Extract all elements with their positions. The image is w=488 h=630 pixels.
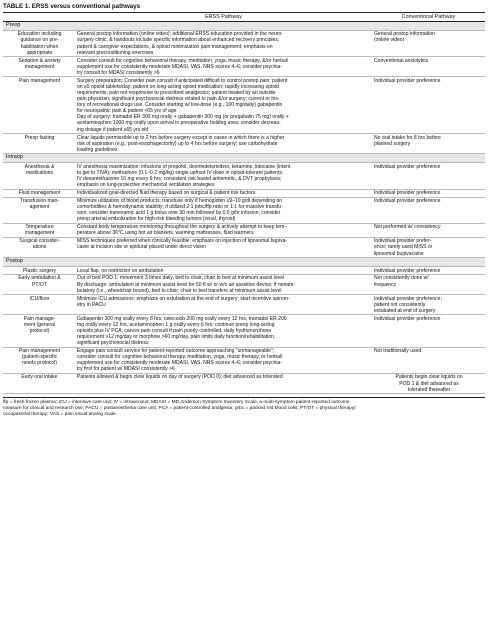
text-line: Sedation & anxiety (18, 57, 61, 64)
text-line: needs protocol) (22, 360, 57, 367)
text-line: bulatory (i.e., wheelchair bound), bed to chair, chair to bed transfers at minimum assist level (77, 287, 282, 294)
row-label (3, 224, 75, 236)
conventional-cell (372, 316, 485, 346)
text-line: Preop fasting (24, 134, 55, 141)
conventional-cell (372, 374, 485, 392)
erss-cell (75, 198, 372, 222)
text-line: surgery clinic, & handouts include specific information about enhanced recovery principles, (77, 37, 280, 44)
table-row (3, 315, 485, 347)
text-line: Surgical consider- (19, 238, 60, 245)
text-line: protocol) (29, 328, 50, 335)
row-label (3, 164, 75, 188)
conventional-cell (372, 198, 485, 222)
text-line: Patients allowed & begin clear liquids on day of surgery (POD 0); diet advanced as tolerated (77, 374, 283, 381)
text-line: Individual provider preference (374, 77, 441, 84)
text-line: Constant body temperature monitoring throughout the surgery & actively attempt to keep tem- (77, 224, 286, 231)
erss-cell (75, 268, 372, 274)
text-line: Consider consult for cognitive behavioral therapy, meditation, yoga, music therapy, &/or herbal/ (77, 57, 289, 64)
text-line: patient & caregiver expectations, & opioid minimization pain management; emphasis on (77, 43, 273, 50)
text-line: Engage pain consult service for patient-reported outcome approaching "unmanageable"; (77, 348, 275, 355)
text-line: perature above 36°C using hot air blankets, warming mattresses, fluid warmers (77, 230, 254, 237)
erss-cell (75, 31, 372, 55)
text-line: ence; rarely used MISS or (374, 244, 433, 251)
erss-cell (75, 190, 372, 196)
table-row (3, 163, 485, 189)
conventional-cell (372, 275, 485, 293)
text-line: opioids plus IV PCA; cancer pain consult if pain poorly controlled, daily hydromorphone (77, 328, 272, 335)
text-line: for neuropathic pain & patient <65 yrs of age (77, 108, 177, 115)
text-line: Individual provider preference (374, 315, 441, 322)
text-line: General postop information (374, 31, 435, 38)
text-line: Out of bed POD 1; movement 3 times daily, bed to chair, chair to bed at minimum assist level (77, 275, 285, 282)
table-row (3, 198, 485, 224)
text-line: Conventional anxiolytics (374, 57, 429, 64)
row-label (3, 268, 75, 274)
conventional-cell (372, 190, 485, 196)
text-line: (online video) (374, 37, 405, 44)
conventional-cell (372, 348, 485, 372)
text-line: IV dexamethasone 10 mg every 6 hrs; consistent risk-based antiemetic, & DVT prophylaxis; (77, 175, 282, 182)
row-label (3, 316, 75, 346)
text-line: PT/OT (32, 281, 47, 288)
text-line: Not performed w/ consistency (374, 224, 441, 231)
section-header-intraop: Intraop (3, 154, 485, 163)
text-line: Patients begin clear liquids on (395, 374, 463, 381)
conventional-cell (372, 296, 485, 314)
text-line: guidance on pre- (20, 37, 59, 44)
conventional-cell (372, 268, 485, 274)
text-line: Day of surgery: tramadol ER 300 mg orally + gabapentin 300 mg (or pregabalin 75 mg) orally + (77, 114, 289, 121)
erss-cell (75, 58, 372, 76)
table-row (3, 275, 485, 295)
table-row (3, 295, 485, 315)
text-line: Individual provider preference (374, 267, 441, 274)
text-line: MISS techniques preferred when clinically feasible; emphasis on injection of liposomal bupiva- (77, 238, 288, 245)
text-line: Individual provider preference (374, 197, 441, 204)
erss-cell (75, 296, 372, 314)
conventional-cell (372, 164, 485, 188)
table-row (3, 77, 485, 134)
erss-cell (75, 348, 372, 372)
text-line: on ≥5 opioid tablets/day; patient on long-acting opioid medication; rapidly increasing opioid (77, 83, 279, 90)
text-line: ing dosage if patient ≥65 yrs old (77, 126, 149, 133)
text-line: planned surgery (374, 140, 411, 147)
text-line: Individual provider preference (374, 163, 441, 170)
erss-cell (75, 135, 372, 153)
row-label (3, 78, 75, 133)
text-line: management (24, 63, 55, 70)
text-line: ment (general (23, 321, 56, 328)
row-label (3, 238, 75, 256)
text-line: By discharge: ambulation at minimum assist level for 50 ft w/ or w/o an assistive device; if nonam- (77, 281, 295, 288)
text-line: Pain manage- (23, 315, 56, 322)
table-row (3, 238, 485, 258)
text-line: Pain management (19, 77, 60, 84)
table-row (3, 374, 485, 394)
conventional-cell (372, 78, 485, 133)
header-erss: ERSS Pathway (205, 13, 242, 20)
conventional-cell (372, 238, 485, 256)
text-line: risk of aspiration (e.g., post-esophagectomy) up to 4 hrs before surgery; use carbohydrate (77, 140, 278, 147)
table-title: TABLE 1. ERSS versus conventional pathways (3, 3, 141, 10)
table-row (3, 134, 485, 154)
text-line: Individual provider preference (374, 190, 441, 196)
text-line: (patient-specific (21, 354, 58, 361)
text-line: requirement >12 mg/day or morphine >60 mg/day, pain limits daily function/rehabilitation, (77, 334, 276, 341)
text-line: preop arterial embolization for high-risk bleeding tumors (renal, thyroid) (77, 216, 236, 223)
text-line: measure for clinical and research use; PACU = postanesthesia care unit; PCA = patient-controlled analgesia; prbc = packed red blood cells; PT/OT = physical therapy/ (3, 406, 356, 412)
table-row (3, 224, 485, 238)
table-header (3, 12, 485, 22)
text-line: Individualized goal-directed fluid therapy based on surgical & patient risk factors (77, 190, 256, 196)
text-line: Individual provider preference; (374, 295, 442, 302)
row-label (3, 31, 75, 55)
erss-cell (75, 164, 372, 188)
text-line: requirements; pain not responsive to prescribed analgesics; patient treated by an outside (77, 90, 276, 97)
table-row (3, 57, 485, 77)
text-line: etry in PACU (77, 301, 106, 308)
text-line: Early oral intake (21, 374, 58, 381)
text-line: Transfusion man- (19, 197, 60, 204)
erss-cell (75, 238, 372, 256)
header-conventional: Conventional Pathway (401, 13, 456, 20)
text-line: Early ambulation & (18, 275, 61, 282)
text-line: Not consistently done w/ (374, 275, 429, 282)
text-line: Fluid management (18, 190, 61, 196)
text-line: ICU/floor (29, 295, 50, 302)
conventional-cell (372, 135, 485, 153)
text-line: patient not consistently (374, 301, 426, 308)
text-line: General postop information (online video); additional ERSS education provided in the neuro- (77, 31, 283, 38)
row-label (3, 296, 75, 314)
table-row (3, 348, 485, 374)
text-line: Temperature (25, 224, 54, 231)
text-line: acetaminophen 1000 mg orally upon arrival in preoperative holding area; consider decreas- (77, 120, 281, 127)
text-line: IV anesthesia maximization: infusions of propofol, dexmedetomidine, ketamine, lidocaine (intent (77, 163, 291, 170)
text-line: No oral intake for 8 hrs before (374, 134, 441, 141)
table-footnote (3, 397, 485, 418)
text-line: loading guidelines (77, 146, 118, 153)
text-line: Local flap, no restriction on ambulation (77, 267, 164, 274)
text-line: Surgery preparation: Consider pain consult if anticipated difficult to control postop pain; patient (77, 77, 288, 84)
text-line: try first for patient w/ MDASI consistently >6 (77, 366, 175, 373)
erss-cell (75, 78, 372, 133)
text-line: occupational therapy; VAS = pain visual analog scale. (3, 412, 117, 418)
section-header-postop: Postop (3, 258, 485, 267)
text-line: emphasis on lung-protective mechanical ventilation strategies (77, 182, 215, 189)
text-line: caine at incision site or epidural placed under direct vision (77, 244, 207, 251)
table-row (3, 31, 485, 57)
text-line: consider consult for cognitive behavioral therapy, meditation, yoga, music therapy, or herbal/ (77, 354, 283, 361)
text-line: sion; consider tranexamic acid 1 g bolus over 30 min followed by 0.5 g/hr infusion; consider (77, 210, 281, 217)
erss-cell (75, 275, 372, 293)
text-line: medications (26, 169, 53, 176)
erss-cell (75, 224, 372, 236)
text-line: Individual provider prefer- (374, 238, 432, 245)
text-line: to get to TIVA); methadone (0.1–0.2 mg/kg) single upfront IV dose in opioid-tolerant patients; (77, 169, 284, 176)
row-label (3, 135, 75, 153)
text-line: comorbidities & hemodynamic stability; if utilized 2:1 prbc/ffp ratio or 1:1 for massive transfu- (77, 204, 283, 211)
text-line: relevant preconditioning exercises (77, 49, 154, 56)
table-document (3, 3, 485, 418)
text-line: extubated at end of surgery (374, 307, 436, 314)
conventional-cell (372, 224, 485, 236)
text-line: habilitation when (20, 43, 59, 50)
section-header-preop: Preop (3, 22, 485, 31)
text-line: POD 1 & diet advanced as (399, 380, 459, 387)
text-line: ations (32, 244, 47, 251)
conventional-cell (372, 58, 485, 76)
text-line: Education including (17, 31, 62, 38)
text-line: supplement use for consistently moderate MDASI, VAS, NRS scores 4–6; consider psychia- (77, 63, 282, 70)
text-line: ffp = fresh frozen plasma; ICU = intensive care unit; IV = intravenous; MDASI = MD Anderson Symptom Inventory Scale, a multi-symptom patient-reported outcome (3, 400, 350, 406)
table-body (3, 22, 485, 394)
text-line: Anesthesia & (24, 163, 55, 170)
erss-cell (75, 316, 372, 346)
row-label (3, 58, 75, 76)
text-line: tolerated thereafter (407, 386, 451, 393)
row-label (3, 198, 75, 222)
text-line: supplement use for consistently moderate MDASI, VAS, NRS scores 4–6; consider psychia- (77, 360, 282, 367)
text-line: tory of recreational drugs use. Consider starting w/ low-dose (e.g., 100 mg/daily) gabapentin (77, 102, 283, 109)
table-row (3, 190, 485, 198)
text-line: Gabapentin 300 mg orally every 8 hrs, celecoxib 200 mg orally every 12 hrs, tramadol ER 200 (77, 315, 287, 322)
erss-cell (75, 374, 372, 392)
text-line: agement (29, 204, 50, 211)
text-line: Minimize ICU admissions; emphasis on extubation at the end of surgery; start incentive spirom- (77, 295, 290, 302)
text-line: pain physician; significant psychosocial distress related to pain &/or surgery; current or his- (77, 96, 280, 103)
conventional-cell (372, 31, 485, 55)
text-line: try consult for MDASI consistently >6 (77, 69, 160, 76)
text-line: significant psychosocial distress (77, 340, 149, 347)
text-line: Not traditionally used (374, 348, 422, 355)
text-line: management (24, 230, 55, 237)
row-label (3, 190, 75, 196)
text-line: mg orally every 12 hrs, acetaminophen 1 g orally every 6 hrs; continue preop long-acting (77, 321, 275, 328)
row-label (3, 275, 75, 293)
text-line: appropriate (26, 49, 53, 56)
row-label (3, 374, 75, 392)
text-line: Pain management (19, 348, 60, 355)
text-line: Minimize utilization of blood products; transfuse only if hemoglobin ≤9–10 g/dl depending on (77, 197, 283, 204)
text-line: frequency (374, 281, 397, 288)
text-line: Clear liquids permissible up to 2 hrs before surgery except in cases in which there is a higher (77, 134, 285, 141)
table-row (3, 267, 485, 275)
text-line: Plastic surgery (22, 267, 57, 274)
text-line: liposomal bupivacaine (374, 250, 424, 257)
row-label (3, 348, 75, 372)
